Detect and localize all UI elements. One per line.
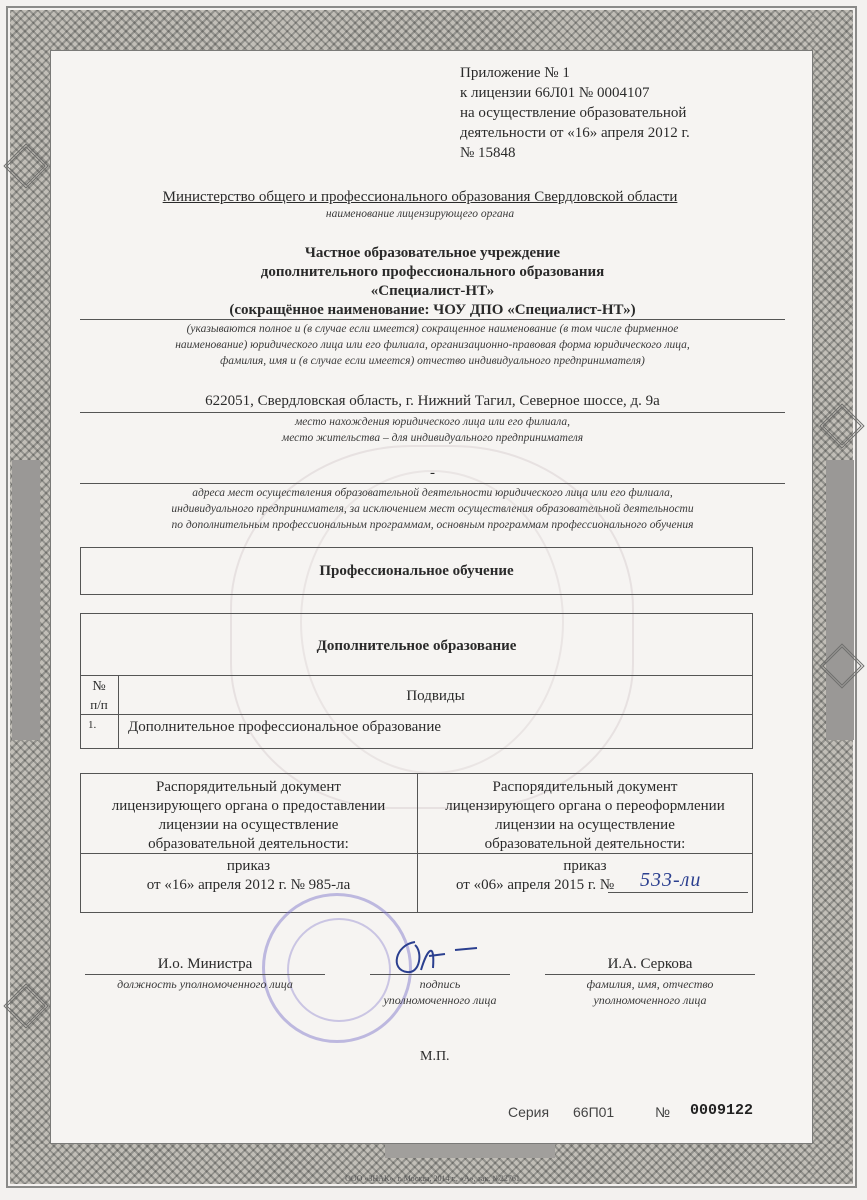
signatory-position: И.о. Министра bbox=[157, 956, 253, 972]
table-header-rule bbox=[80, 714, 753, 715]
order-number-rule bbox=[608, 892, 748, 893]
left-ornament-panel bbox=[12, 460, 40, 740]
table-header-num-1: № bbox=[92, 679, 106, 694]
legal-address: 622051, Свердловская область, г. Нижний Тагил, Северное шоссе, д. 9а bbox=[205, 393, 660, 409]
handwritten-signature bbox=[385, 930, 495, 978]
table-header-num-2: п/п bbox=[90, 697, 108, 712]
org-name-line-2: дополнительного профессионального образования bbox=[260, 264, 605, 280]
appendix-line-3: на осуществление образовательной bbox=[460, 105, 687, 121]
documents-header-rule bbox=[80, 853, 753, 854]
doc-left-header-4: образовательной деятельности: bbox=[148, 836, 349, 852]
doc-right-header-2: лицензирующего органа о переоформлении bbox=[445, 798, 725, 814]
name-caption-1: фамилия, имя, отчество bbox=[586, 977, 714, 991]
address-caption-1: место нахождения юридического лица или его филиала, bbox=[294, 416, 571, 428]
places-caption-2: индивидуального предпринимателя, за исключением мест осуществления образовательной деятельности bbox=[171, 503, 694, 515]
appendix-line-5: № 15848 bbox=[460, 145, 516, 161]
section-professional-title: Профессиональное обучение bbox=[319, 563, 514, 579]
activity-places: - bbox=[430, 465, 435, 481]
table-header-subtypes: Подвиды bbox=[406, 688, 465, 704]
places-rule bbox=[80, 483, 785, 484]
signatory-name: И.А. Серкова bbox=[607, 956, 693, 972]
doc-left-header-3: лицензии на осуществление bbox=[158, 817, 339, 833]
signature-caption-1: подпись bbox=[419, 977, 461, 991]
seal-place-mark: М.П. bbox=[420, 1049, 450, 1064]
series-label: Серия bbox=[508, 1104, 550, 1120]
org-name-line-1: Частное образовательное учреждение bbox=[304, 245, 561, 261]
doc-right-header-4: образовательной деятельности: bbox=[484, 836, 686, 852]
doc-left-header-1: Распорядительный документ bbox=[156, 779, 341, 795]
appendix-line-1: Приложение № 1 bbox=[460, 65, 570, 81]
name-caption-2: уполномоченного лица bbox=[593, 993, 707, 1007]
org-rule bbox=[80, 319, 785, 320]
org-caption-1: (указываются полное и (в случае если имеется) сокращенное наименование (в том числе фирменное bbox=[186, 323, 679, 335]
address-rule bbox=[80, 412, 785, 413]
doc-right-value-2: от «06» апреля 2015 г. № bbox=[456, 877, 615, 893]
org-name-line-3: «Специалист-НТ» bbox=[370, 283, 495, 299]
doc-left-value-2: от «16» апреля 2012 г. № 985-ла bbox=[146, 877, 351, 893]
doc-right-header-3: лицензии на осуществление bbox=[495, 817, 675, 833]
handwritten-order-number: 533-ли bbox=[640, 869, 702, 891]
org-short-name: (сокращённое наименование: ЧОУ ДПО «Специалист-НТ») bbox=[229, 302, 636, 318]
places-caption-1: адреса мест осуществления образовательной деятельности юридического лица или его филиала, bbox=[192, 487, 673, 499]
table-row-name: Дополнительное профессиональное образование bbox=[128, 719, 442, 735]
places-caption-3: по дополнительным профессиональным программам, основным программам профессионального обучения bbox=[171, 519, 694, 531]
table-row-num: 1. bbox=[88, 719, 97, 731]
series-number: 0009122 bbox=[690, 1102, 754, 1119]
org-caption-2: наименование) юридического лица или его филиала, организационно-правовая форма юридического лица, bbox=[175, 339, 690, 351]
doc-left-value-1: приказ bbox=[226, 858, 271, 874]
printer-imprint: ООО «ЗНАК», г. Москва, 2014 г., «А», зак. №22761. bbox=[345, 1174, 522, 1183]
position-rule bbox=[85, 974, 325, 975]
licensing-authority-caption: наименование лицензирующего органа bbox=[325, 208, 515, 220]
appendix-line-2: к лицензии 66Л01 № 0004107 bbox=[460, 85, 650, 101]
licensing-authority-name: Министерство общего и профессионального образования Свердловской области bbox=[162, 189, 678, 205]
series-code: 66П01 bbox=[573, 1104, 615, 1120]
org-caption-3: фамилия, имя и (в случае если имеется) отчество индивидуального предпринимателя) bbox=[220, 355, 645, 367]
section-additional-title: Дополнительное образование bbox=[316, 638, 517, 654]
position-caption: должность уполномоченного лица bbox=[117, 977, 293, 991]
doc-right-value-1: приказ bbox=[563, 858, 607, 874]
address-caption-2: место жительства – для индивидуального предпринимателя bbox=[281, 432, 584, 444]
appendix-line-4: деятельности от «16» апреля 2012 г. bbox=[460, 125, 690, 141]
doc-left-header-2: лицензирующего органа о предоставлении bbox=[111, 798, 386, 814]
right-ornament-panel bbox=[826, 460, 854, 740]
table-top-rule bbox=[80, 675, 753, 676]
name-rule bbox=[545, 974, 755, 975]
series-number-sign: № bbox=[655, 1104, 671, 1120]
doc-right-header-1: Распорядительный документ bbox=[492, 779, 678, 795]
signature-caption-2: уполномоченного лица bbox=[383, 993, 497, 1007]
signature-rule bbox=[370, 974, 510, 975]
